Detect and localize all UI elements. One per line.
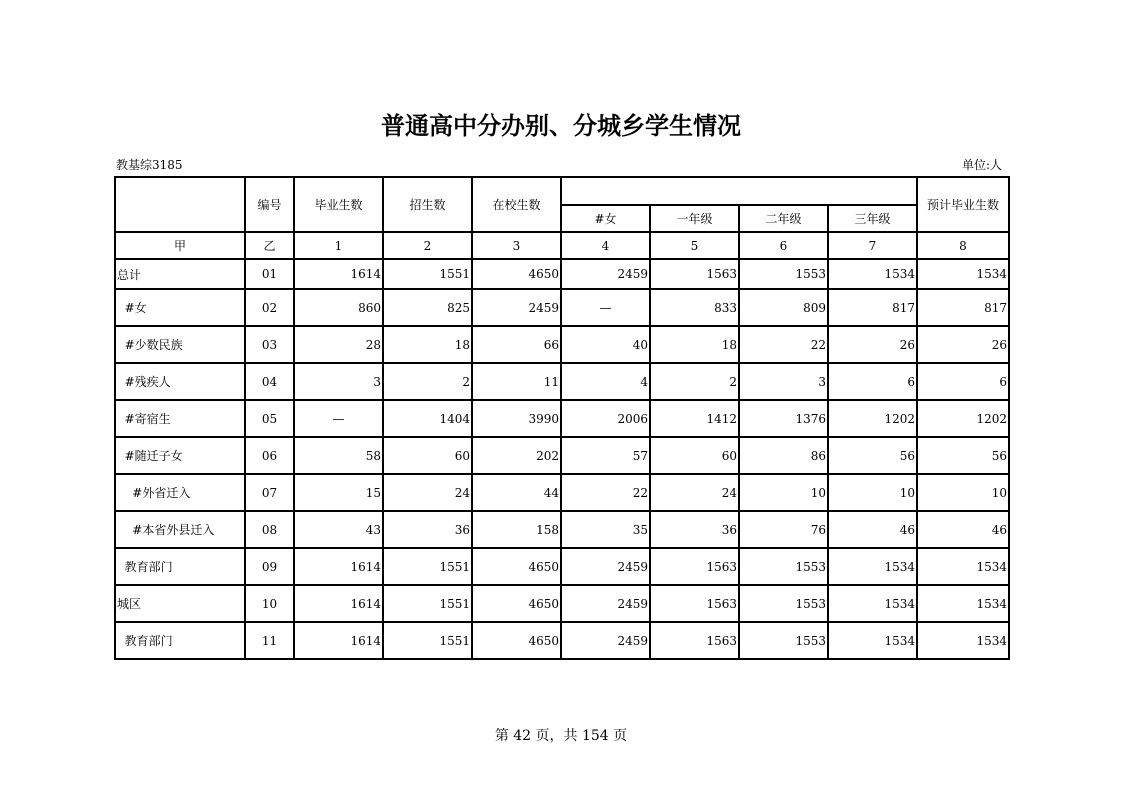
value-cell: 66 xyxy=(472,326,561,363)
value-cell: 1202 xyxy=(828,400,917,437)
header-cell: 编号 xyxy=(245,177,294,232)
value-cell: 36 xyxy=(650,511,739,548)
row-label: #残疾人 xyxy=(115,363,245,400)
table-row xyxy=(115,259,1009,289)
value-cell: 1553 xyxy=(739,259,828,289)
row-code: 09 xyxy=(245,548,294,585)
value-cell: 4650 xyxy=(472,622,561,659)
header-subcell: #女 xyxy=(561,205,650,232)
value-cell: 1553 xyxy=(739,548,828,585)
row-label: #本省外县迁入 xyxy=(115,511,245,548)
table-row xyxy=(115,622,1009,659)
page-footer: 第 42 页，共 154 页 xyxy=(494,728,628,744)
value-cell: 24 xyxy=(650,474,739,511)
value-cell: 18 xyxy=(383,326,472,363)
value-cell: 60 xyxy=(650,437,739,474)
value-cell: 825 xyxy=(383,289,472,326)
header-subcell: 三年级 xyxy=(828,205,917,232)
header-cell: 招生数 xyxy=(383,177,472,232)
value-cell: 15 xyxy=(294,474,383,511)
value-cell: 2459 xyxy=(472,289,561,326)
form-code: 教基综3185 xyxy=(116,158,183,172)
index-cell: 2 xyxy=(383,232,472,259)
table-row xyxy=(115,511,1009,548)
row-label: #随迁子女 xyxy=(115,437,245,474)
value-cell: 3990 xyxy=(472,400,561,437)
header-group-blank xyxy=(561,177,917,205)
row-label: 教育部门 xyxy=(115,622,245,659)
row-label: #寄宿生 xyxy=(115,400,245,437)
table-row xyxy=(115,289,1009,326)
index-cell: 8 xyxy=(917,232,1009,259)
value-cell: 1553 xyxy=(739,622,828,659)
row-code: 06 xyxy=(245,437,294,474)
value-cell: 1563 xyxy=(650,259,739,289)
value-cell: 26 xyxy=(917,326,1009,363)
index-cell: 5 xyxy=(650,232,739,259)
value-cell: 35 xyxy=(561,511,650,548)
value-cell: 1534 xyxy=(917,548,1009,585)
value-cell: 56 xyxy=(917,437,1009,474)
value-cell: 6 xyxy=(917,363,1009,400)
index-cell: 7 xyxy=(828,232,917,259)
header-cell: 预计毕业生数 xyxy=(917,177,1009,232)
value-cell: — xyxy=(294,400,383,437)
table-row xyxy=(115,585,1009,622)
value-cell: 4650 xyxy=(472,548,561,585)
value-cell: 2459 xyxy=(561,259,650,289)
value-cell: 4650 xyxy=(472,259,561,289)
index-cell: 1 xyxy=(294,232,383,259)
value-cell: 76 xyxy=(739,511,828,548)
value-cell: 1553 xyxy=(739,585,828,622)
value-cell: 22 xyxy=(561,474,650,511)
value-cell: 56 xyxy=(828,437,917,474)
value-cell: 1412 xyxy=(650,400,739,437)
value-cell: 4 xyxy=(561,363,650,400)
row-code: 05 xyxy=(245,400,294,437)
row-code: 01 xyxy=(245,259,294,289)
unit-label: 单位:人 xyxy=(962,158,1003,172)
value-cell: 809 xyxy=(739,289,828,326)
value-cell: 1534 xyxy=(917,585,1009,622)
value-cell: 18 xyxy=(650,326,739,363)
value-cell: 860 xyxy=(294,289,383,326)
value-cell: 58 xyxy=(294,437,383,474)
value-cell: 10 xyxy=(739,474,828,511)
value-cell: 1534 xyxy=(917,259,1009,289)
value-cell: 1534 xyxy=(917,622,1009,659)
value-cell: 36 xyxy=(383,511,472,548)
row-label: 城区 xyxy=(115,585,245,622)
value-cell: 6 xyxy=(828,363,917,400)
page-title: 普通高中分办别、分城乡学生情况 xyxy=(381,112,741,140)
row-code: 11 xyxy=(245,622,294,659)
value-cell: 3 xyxy=(294,363,383,400)
header-subcell: 一年级 xyxy=(650,205,739,232)
value-cell: 1202 xyxy=(917,400,1009,437)
value-cell: 1551 xyxy=(383,585,472,622)
value-cell: 1534 xyxy=(828,548,917,585)
value-cell: 1551 xyxy=(383,259,472,289)
table-row xyxy=(115,400,1009,437)
row-code: 03 xyxy=(245,326,294,363)
value-cell: 1534 xyxy=(828,622,917,659)
header-blank xyxy=(115,177,245,232)
table-row xyxy=(115,363,1009,400)
value-cell: 2459 xyxy=(561,548,650,585)
value-cell: 202 xyxy=(472,437,561,474)
value-cell: 24 xyxy=(383,474,472,511)
index-row xyxy=(115,232,1009,259)
index-cell: 甲 xyxy=(115,232,245,259)
value-cell: 40 xyxy=(561,326,650,363)
value-cell: 57 xyxy=(561,437,650,474)
value-cell: 1563 xyxy=(650,548,739,585)
value-cell: 2 xyxy=(383,363,472,400)
value-cell: 1614 xyxy=(294,622,383,659)
row-code: 02 xyxy=(245,289,294,326)
value-cell: 1376 xyxy=(739,400,828,437)
value-cell: 1563 xyxy=(650,622,739,659)
table-row xyxy=(115,474,1009,511)
value-cell: 1534 xyxy=(828,259,917,289)
header-row-1 xyxy=(115,177,1009,205)
value-cell: 1614 xyxy=(294,259,383,289)
row-code: 07 xyxy=(245,474,294,511)
value-cell: 1551 xyxy=(383,548,472,585)
value-cell: 1404 xyxy=(383,400,472,437)
index-cell: 乙 xyxy=(245,232,294,259)
value-cell: 2459 xyxy=(561,622,650,659)
value-cell: — xyxy=(561,289,650,326)
row-code: 08 xyxy=(245,511,294,548)
value-cell: 10 xyxy=(917,474,1009,511)
value-cell: 44 xyxy=(472,474,561,511)
value-cell: 833 xyxy=(650,289,739,326)
row-label: 总计 xyxy=(115,259,245,289)
value-cell: 22 xyxy=(739,326,828,363)
row-label: #外省迁入 xyxy=(115,474,245,511)
value-cell: 1551 xyxy=(383,622,472,659)
value-cell: 43 xyxy=(294,511,383,548)
table-row xyxy=(115,437,1009,474)
value-cell: 46 xyxy=(828,511,917,548)
value-cell: 158 xyxy=(472,511,561,548)
value-cell: 60 xyxy=(383,437,472,474)
value-cell: 3 xyxy=(739,363,828,400)
header-subcell: 二年级 xyxy=(739,205,828,232)
index-cell: 3 xyxy=(472,232,561,259)
table-row xyxy=(115,326,1009,363)
header-cell: 毕业生数 xyxy=(294,177,383,232)
value-cell: 46 xyxy=(917,511,1009,548)
value-cell: 26 xyxy=(828,326,917,363)
row-code: 10 xyxy=(245,585,294,622)
row-label: 教育部门 xyxy=(115,548,245,585)
row-label: #少数民族 xyxy=(115,326,245,363)
value-cell: 2 xyxy=(650,363,739,400)
value-cell: 1614 xyxy=(294,585,383,622)
index-cell: 4 xyxy=(561,232,650,259)
value-cell: 2459 xyxy=(561,585,650,622)
index-cell: 6 xyxy=(739,232,828,259)
value-cell: 1534 xyxy=(828,585,917,622)
value-cell: 817 xyxy=(828,289,917,326)
statistics-table xyxy=(114,176,1010,660)
value-cell: 28 xyxy=(294,326,383,363)
value-cell: 1614 xyxy=(294,548,383,585)
value-cell: 11 xyxy=(472,363,561,400)
table-row xyxy=(115,548,1009,585)
value-cell: 4650 xyxy=(472,585,561,622)
header-cell: 在校生数 xyxy=(472,177,561,232)
value-cell: 2006 xyxy=(561,400,650,437)
row-code: 04 xyxy=(245,363,294,400)
value-cell: 1563 xyxy=(650,585,739,622)
value-cell: 10 xyxy=(828,474,917,511)
value-cell: 817 xyxy=(917,289,1009,326)
row-label: #女 xyxy=(115,289,245,326)
value-cell: 86 xyxy=(739,437,828,474)
